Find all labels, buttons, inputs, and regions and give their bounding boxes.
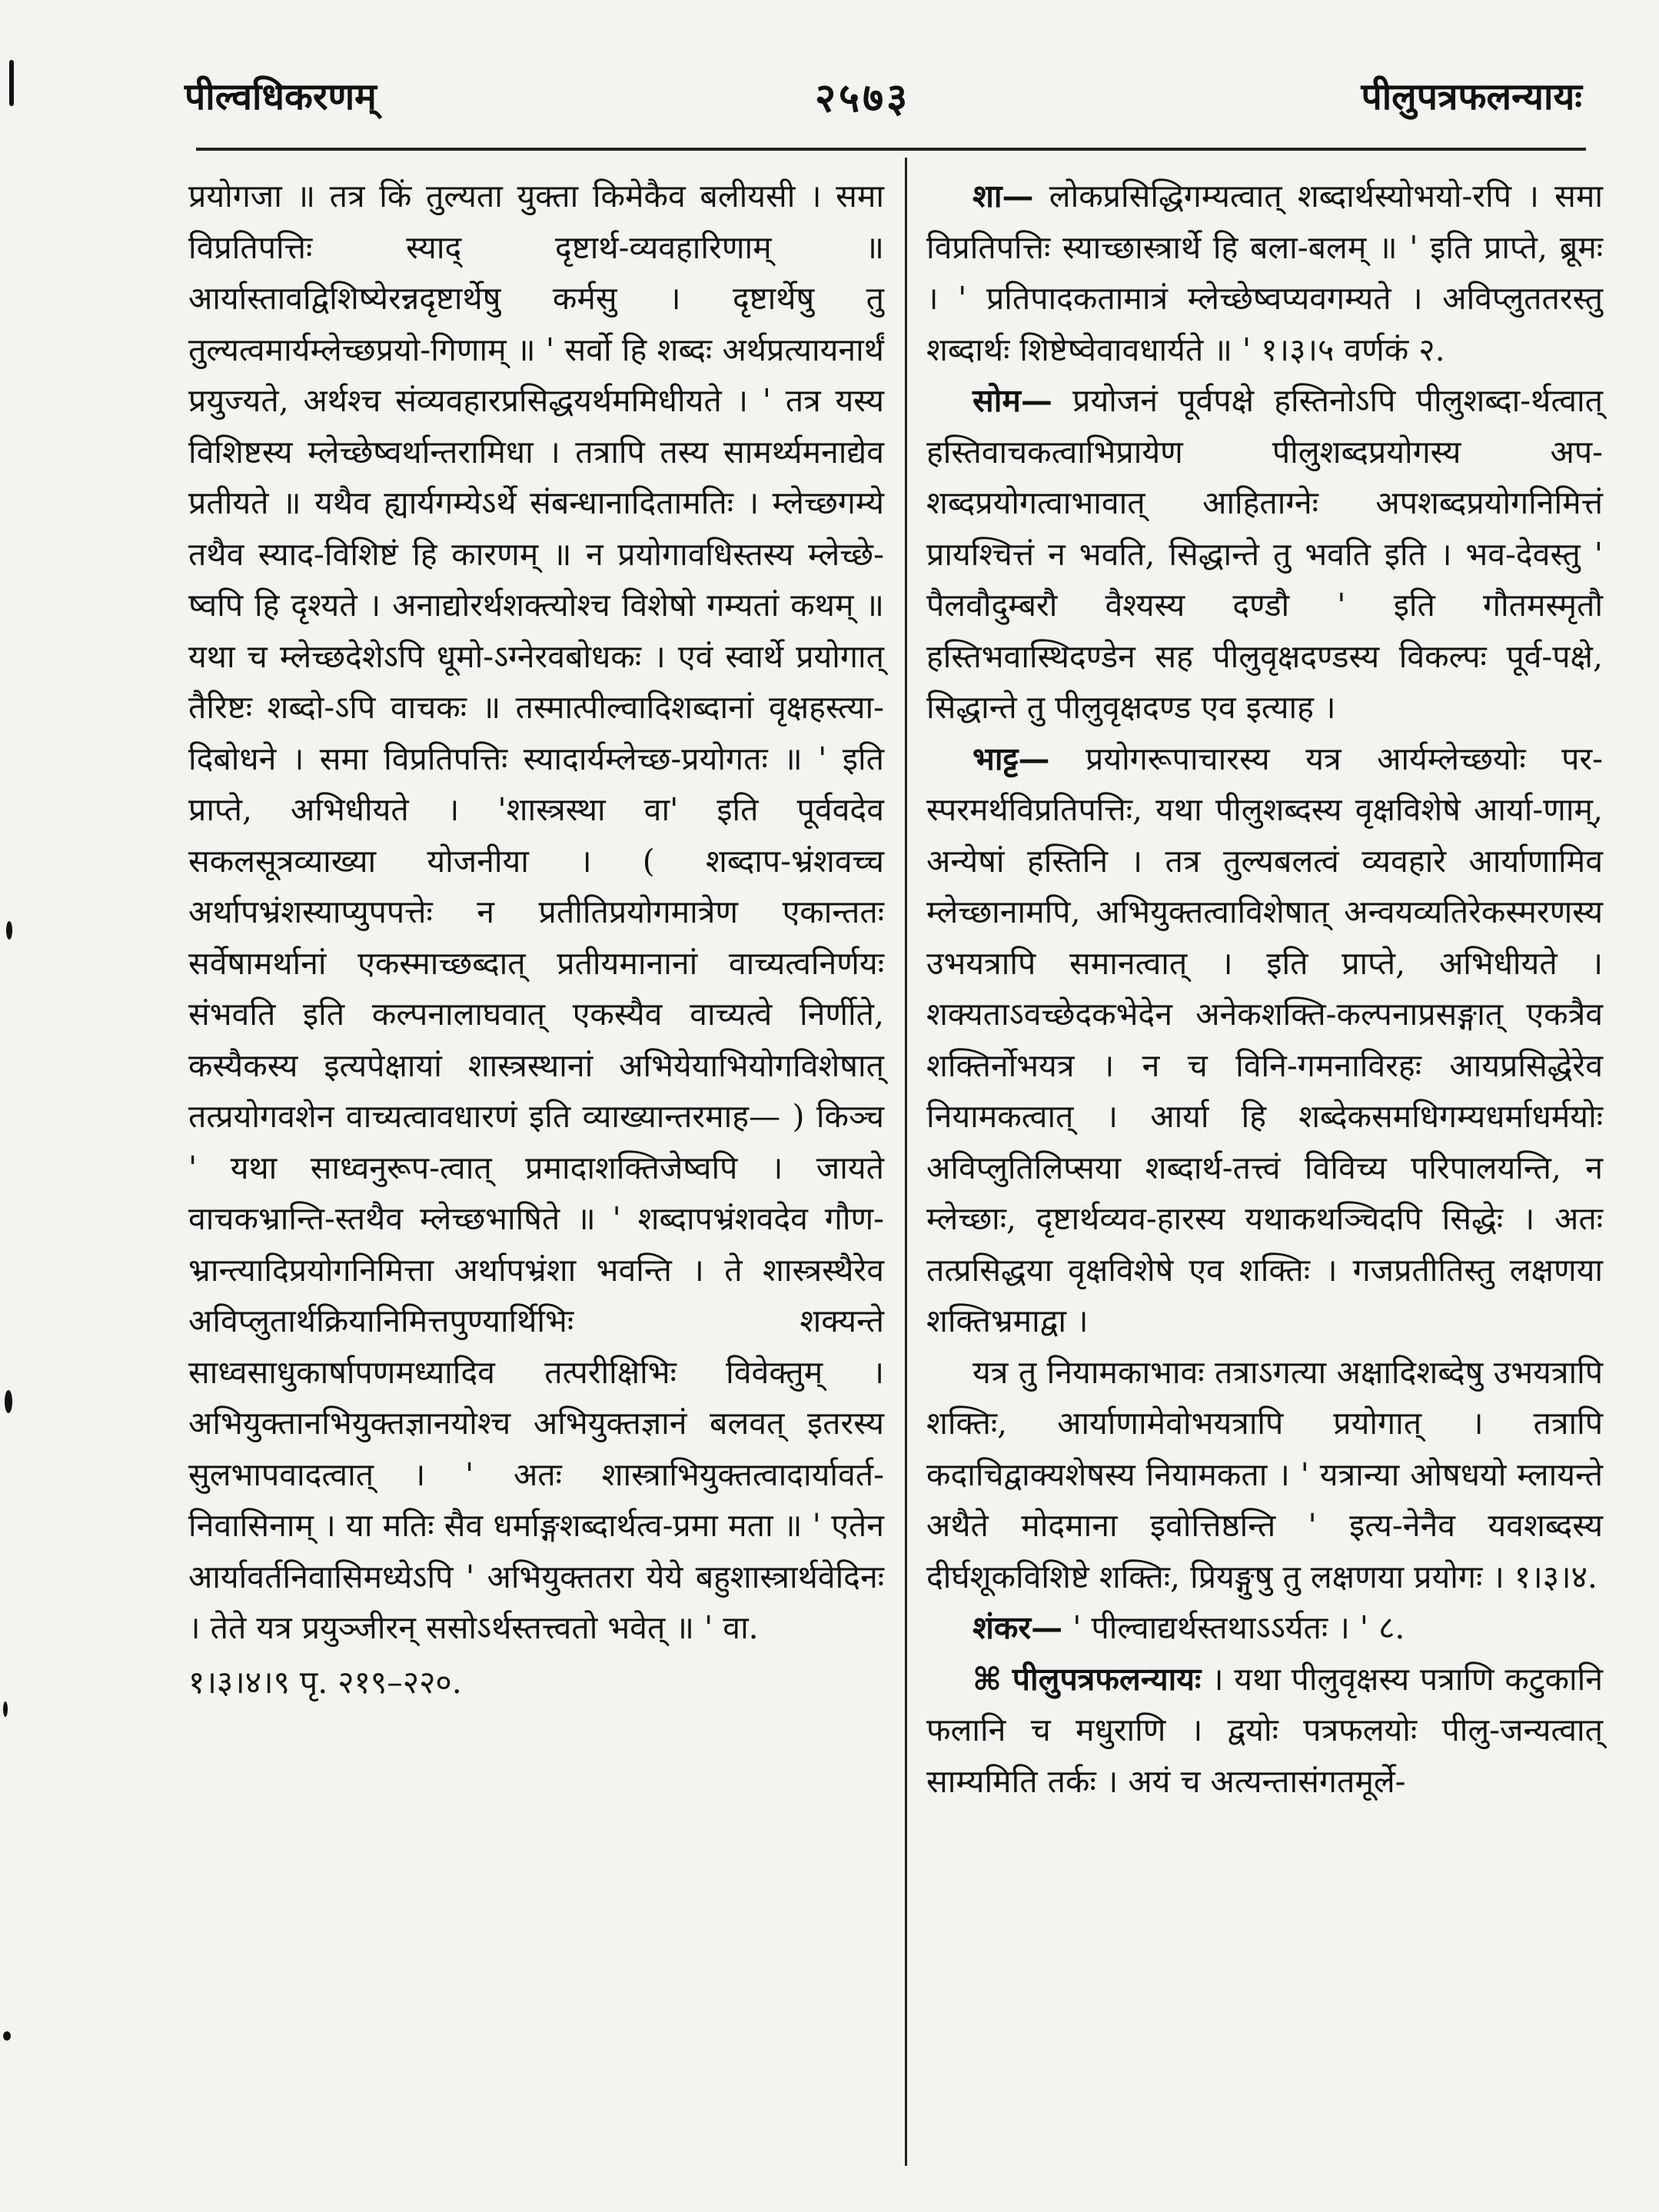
entry-bhatta: [926, 733, 1603, 1347]
entry-nyaya-text: । यथा पीलुवृक्षस्य पत्राणि कटुकानि फलानि च मधुराणि । द्वयोः पत्रफलयोः पीलु-जन्यत्वात् साम्यमिति तर्कः । अयं च अत्यन्तासंगतमूर्ले-: [926, 1660, 1603, 1800]
entry-sha: [926, 171, 1603, 375]
entry-shankara: [926, 1602, 1603, 1654]
entry-soma-text: प्रयोजनं पूर्वपक्षे हस्तिनोऽपि पीलुशब्दा-र्थत्वात् हस्तिवाचकत्वाभिप्रायेण पीलुशब्दप्रयोगस्य अप-शब्दप्रयोगत्वाभावात् आहिताग्नेः अपशब्दप्रयोगनिमित्तं प्रायश्चित्तं न भवति, सिद्धान्ते तु भवति इति । भव-देवस्तु ' पैलवौदुम्बरौ वैश्यस्य दण्डौ ' इति गौतमस्मृतौ हस्तिभवास्थिदण्डेन सह पीलुवृक्षदण्डस्य विकल्पः पूर्व-पक्षे, सिद्धान्ते तु पीलुवृक्षदण्ड एव इत्याह ।: [926, 382, 1603, 726]
margin-mark: [5, 1390, 12, 1413]
margin-mark: [9, 60, 14, 106]
entry-bhatta-text: प्रयोगरूपाचारस्य यत्र आर्यम्लेच्छयोः पर-स्परमर्थविप्रतिपत्तिः, यथा पीलुशब्दस्य वृक्षविशेषे आर्या-णाम्, अन्येषां हस्तिनि । तत्र तुल्यबलत्वं व्यवहारे आर्याणामिव म्लेच्छानामपि, अभियुक्तत्वाविशेषात् अन्वयव्यतिरेकस्मरणस्य उभयत्रापि समानत्वात् । इति प्राप्ते, अभिधीयते । शक्यताऽवच्छेदकभेदेन अनेकशक्ति-कल्पनाप्रसङ्गात् एकत्रैव शक्तिर्नोभयत्र । न च विनि-गमनाविरहः आयप्रसिद्धेरेव नियामकत्वात् । आर्या हि शब्देकसमधिगम्यधर्माधर्मयोः अविप्लुतिलिप्सया शब्दार्थ-तत्त्वं विविच्य परिपालयन्ति, न म्लेच्छाः, दृष्टार्थव्यव-हारस्य यथाकथञ्चिदपि सिद्धेः । अतः तत्प्रसिद्धया वृक्षविशेषे एव शक्तिः । गजप्रतीतिस्तु लक्षणया शक्तिभ्रमाद्वा ।: [926, 740, 1603, 1339]
margin-mark: [3, 1701, 8, 1717]
column-divider: [905, 158, 907, 2166]
left-column: [188, 171, 884, 1708]
header-rule: [196, 148, 1586, 151]
entry-shankara-text: ' पील्वाद्यर्थस्तथाऽऽर्यतः । ' ८.: [1072, 1609, 1405, 1646]
margin-mark: [6, 921, 12, 940]
running-head-right: पीलुपत्रफलन्यायः: [1361, 75, 1582, 118]
nyaya-symbol-icon: ⌘: [972, 1660, 1002, 1698]
left-column-reference: १।३।४।९ पृ. २१९–२२०.: [188, 1663, 462, 1701]
page-number: २५७३: [815, 75, 911, 121]
entry-bhatta-label: भाट्ट—: [972, 740, 1050, 777]
entry-yatra: यत्र तु नियामकाभावः तत्राऽगत्या अक्षादिशब्देषु उभयत्रापि शक्तिः, आर्याणामेवोभयत्रापि प्रयोगात् । तत्रापि कदाचिद्वाक्यशेषस्य नियामकता । ' यत्रान्या ओषधयो म्लायन्ते अथैते मोदमाना इवोत्तिष्ठन्ति ' इत्य-नेनैव यवशब्दस्य दीर्घशूकविशिष्टे शक्तिः, प्रियङ्गुषु तु लक्षणया प्रयोगः । १।३।४.: [926, 1353, 1603, 1595]
left-column-text: प्रयोगजा ॥ तत्र किं तुल्यता युक्ता किमेकैव बलीयसी । समा विप्रतिपत्तिः स्याद् दृष्टार्थ-व्यवहारिणाम् ॥ आर्यास्तावद्विशिष्येरन्नदृष्टार्थेषु कर्मसु । दृष्टार्थेषु तु तुल्यत्वमार्यम्लेच्छप्रयो-गिणाम् ॥ ' सर्वो हि शब्दः अर्थप्रत्यायनार्थं प्रयुज्यते, अर्थश्च संव्यवहारप्रसिद्धयर्थममिधीयते । ' तत्र यस्य विशिष्टस्य म्लेच्छेष्वर्थान्तरामिधा । तत्रापि तस्य सामर्थ्यमनाद्येव प्रतीयते ॥ यथैव ह्यार्यगम्येऽर्थे संबन्धानादितामतिः । म्लेच्छगम्ये तथैव स्याद-विशिष्टं हि कारणम् ॥ न प्रयोगावधिस्तस्य म्लेच्छे-ष्वपि हि दृश्यते । अनाद्योरर्थशक्त्योश्च विशेषो गम्यतां कथम् ॥ यथा च म्लेच्छदेशेऽपि धूमो-ऽग्नेरवबोधकः । एवं स्वार्थे प्रयोगात् तैरिष्टः शब्दो-ऽपि वाचकः ॥ तस्मात्पील्वादिशब्दानां वृक्षहस्त्या-दिबोधने । समा विप्रतिपत्तिः स्यादार्यम्लेच्छ-प्रयोगतः ॥ ' इति प्राप्ते, अभिधीयते । 'शास्त्रस्था वा' इति पूर्ववदेव सकलसूत्रव्याख्या योजनीया । ( शब्दाप-भ्रंशवच्च अर्थापभ्रंशस्याप्युपपत्तेः न प्रतीतिप्रयोगमात्रेण एकान्ततः सर्वेषामर्थानां एकस्माच्छब्दात् प्रतीयमानानां वाच्यत्वनिर्णयः संभवति इति कल्पनालाघवात् एकस्यैव वाच्यत्वे निर्णीते, कस्यैकस्य इत्यपेक्षायां शास्त्रस्थानां अभियेयाभियोगविशेषात् तत्प्रयोगवशेन वाच्यत्वावधारणं इति व्याख्यान्तरमाह— ) किञ्च ' यथा साध्वनुरूप-त्वात् प्रमादाशक्तिजेष्वपि । जायते वाचकभ्रान्ति-स्तथैव म्लेच्छभाषिते ॥ ' शब्दापभ्रंशवदेव गौण-भ्रान्त्यादिप्रयोगनिमित्ता अर्थापभ्रंशा भवन्ति । ते शास्त्रस्थैरेव अविप्लुतार्थक्रियानिमित्तपुण्यार्थिभिः शक्यन्ते साध्वसाधुकार्षापणमध्यादिव तत्परीक्षिभिः विवेक्तुम् । अभियुक्तानभियुक्तज्ञानयोश्च अभियुक्तज्ञानं बलवत् इतरस्य सुलभापवादत्वात् । ' अतः शास्त्राभियुक्तत्वादार्यावर्त-निवासिनाम् । या मतिः सैव धर्माङ्गशब्दार्थत्व-प्रमा मता ॥ ' एतेन आर्यावर्तनिवासिमध्येऽपि ' अभियुक्ततरा येये बहुशास्त्रार्थवेदिनः । तेते यत्र प्रयुञ्जीरन् ससोऽर्थस्तत्त्वतो भवेत् ॥ ' वा.: [188, 178, 884, 1646]
entry-soma: [926, 375, 1603, 733]
entry-shankara-label: शंकर—: [972, 1609, 1063, 1646]
page-header: [185, 54, 1582, 131]
right-column: [926, 171, 1603, 1807]
entry-nyaya: [926, 1654, 1603, 1808]
margin-mark: [3, 2031, 11, 2041]
entry-soma-label: सोम—: [972, 382, 1052, 419]
running-head-left: पील्वधिकरणम्: [185, 75, 377, 118]
entry-nyaya-label: पीलुपत्रफलन्यायः: [1012, 1660, 1202, 1698]
entry-sha-text: लोकप्रसिद्धिगम्यत्वात् शब्दार्थस्योभयो-रपि । समा विप्रतिपत्तिः स्याच्छास्त्रार्थे हि बला-बलम् ॥ ' इति प्राप्ते, ब्रूमः । ' प्रतिपादकतामात्रं म्लेच्छेष्वप्यवगम्यते । अविप्लुततरस्तु शब्दार्थः शिष्टेष्वेवावधार्यते ॥ ' १।३।५ वर्णकं २.: [926, 178, 1603, 368]
entry-sha-label: शा—: [972, 178, 1034, 215]
